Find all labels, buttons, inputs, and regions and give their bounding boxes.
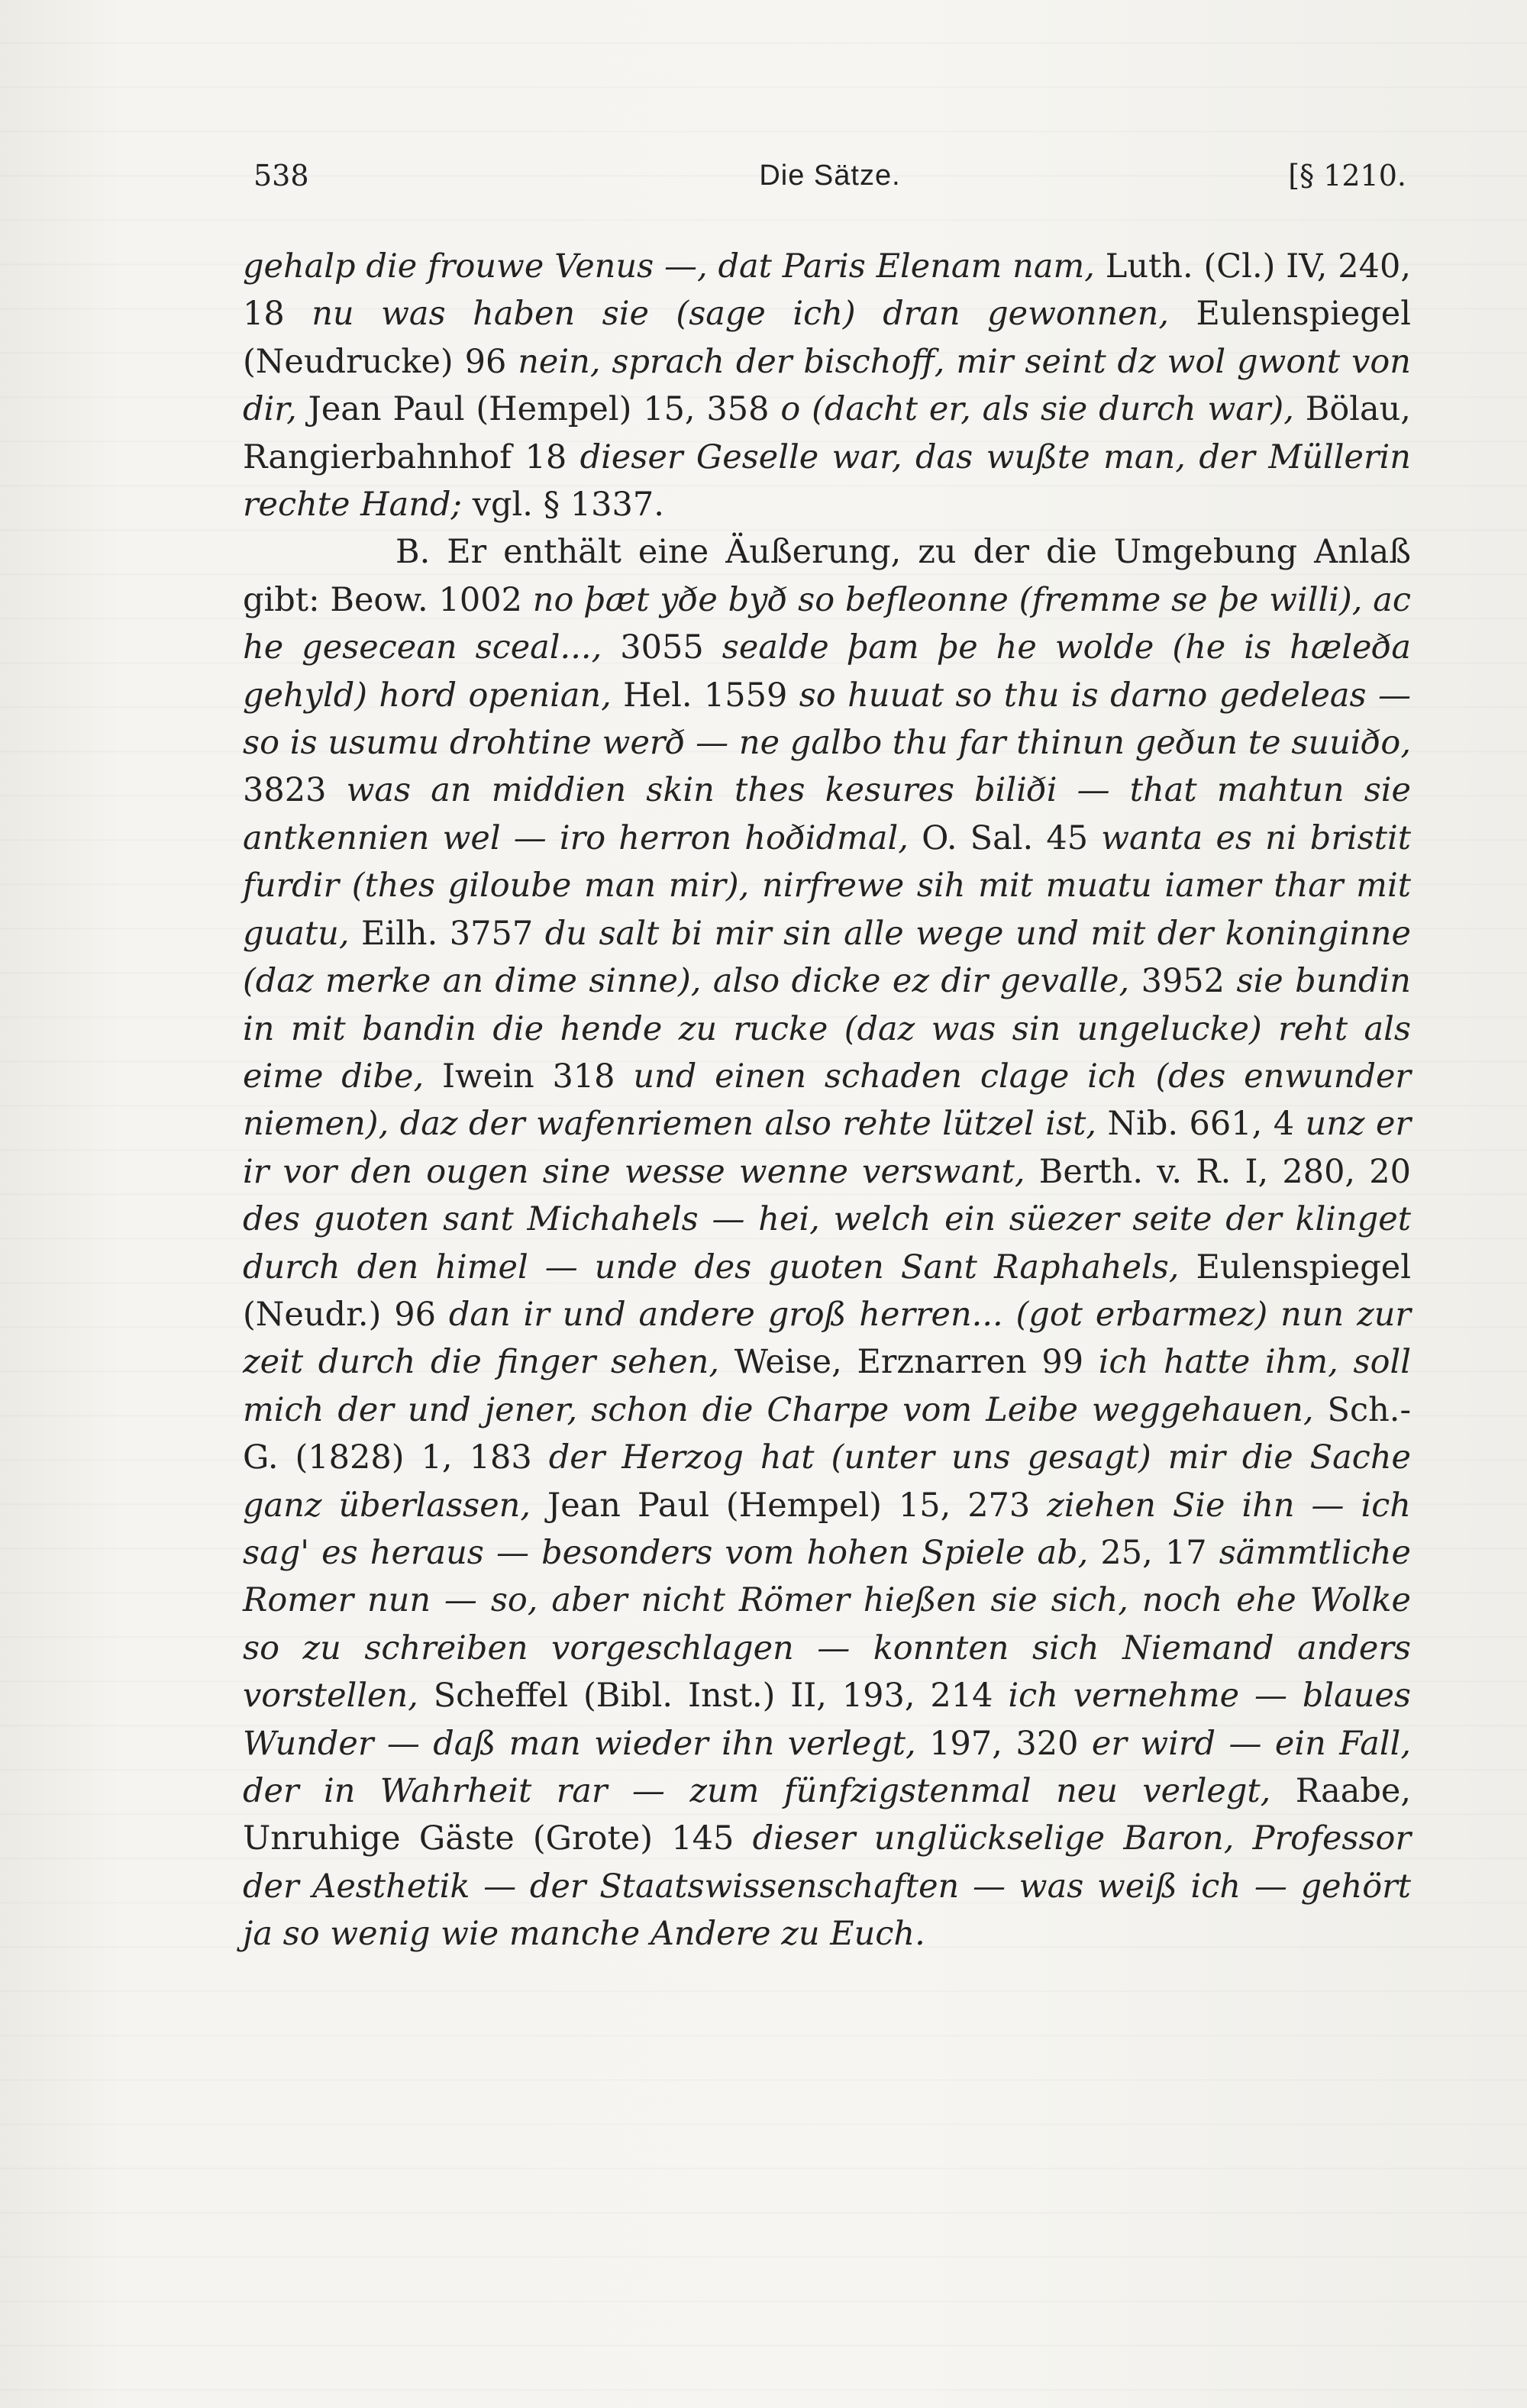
citation-text: Eilh. 3757 bbox=[349, 914, 545, 953]
quotation-text: du salt bi mir sin alle wege und mit der koninginne (daz merke an dime sinne), also dicke ez dir gevalle, bbox=[243, 914, 1411, 1001]
quotation-text: no þæt yðe byð so befleonne (fremme se þe willi), ac he gesecean sceal..., bbox=[243, 580, 1411, 667]
citation-text: Jean Paul (Hempel) 15, 273 bbox=[531, 1486, 1048, 1525]
citation-text: Berth. v. R. I, 280, 20 bbox=[1025, 1152, 1411, 1191]
citation-text: B. Er enthält eine Äußerung, zu der die Umgebung Anlaß gibt: Beow. 1002 bbox=[243, 533, 1411, 619]
quotation-text: wanta es ni bristit furdir (thes giloube man mir), nirfrewe sih mit muatu iamer thar mit guatu, bbox=[243, 818, 1412, 953]
citation-text: 3952 bbox=[1129, 962, 1237, 1001]
citation-text: Sch.-G. (1828) 1, 183 bbox=[243, 1390, 1411, 1477]
citation-text: 3823 bbox=[243, 771, 347, 810]
quotation-text: des guoten sant Michahels — hei, welch ein süezer seite der klinget durch den himel — unde des guoten Sant Raphahels, bbox=[243, 1200, 1411, 1286]
citation-text: Hel. 1559 bbox=[611, 676, 799, 715]
citation-text: Raabe, Unruhige Gäste (Grote) 145 bbox=[243, 1772, 1411, 1858]
quotation-text: sealde þam þe he wolde (he is hæleða gehyld) hord openian, bbox=[243, 628, 1411, 715]
quotation-text: sämmtliche Romer nun — so, aber nicht Römer hießen sie sich, noch ehe Wolke so zu schreiben vorgeschlagen — konnten sich Niemand anders vorstellen, bbox=[243, 1533, 1411, 1716]
quotation-text: unz er ir vor den ougen sine wesse wenne verswant, bbox=[243, 1105, 1411, 1191]
citation-text: 3055 bbox=[602, 628, 722, 667]
citation-text: Weise, Erznarren 99 bbox=[719, 1343, 1099, 1382]
citation-text: Bölau, Rangierbahnhof 18 bbox=[243, 390, 1411, 476]
quotation-text: ich hatte ihm, soll mich der und jener, schon die Charpe vom Leibe weggehauen, bbox=[243, 1343, 1411, 1429]
quotation-text: dieser Geselle war, das wußte man, der Müllerin rechte Hand; bbox=[243, 437, 1411, 525]
paragraph bbox=[243, 243, 1411, 528]
quotation-text: sie bundin in mit bandin die hende zu rucke (daz was sin ungelucke) reht als eime dibe, bbox=[243, 962, 1412, 1096]
quotation-text: der Herzog hat (unter uns gesagt) mir die Sache ganz überlassen, bbox=[243, 1438, 1411, 1525]
quotation-text: o (dacht er, als sie durch war), bbox=[780, 390, 1294, 429]
quotation-text: so huuat so thu is darno gedeleas — so is usumu drohtine werð — ne galbo thu far thinun geðun te suuiðo, bbox=[243, 676, 1411, 763]
quotation-text: und einen schaden clage ich (des enwunder niemen), daz der wafenriemen also rehte lützel ist, bbox=[243, 1057, 1411, 1144]
citation-text: Scheffel (Bibl. Inst.) II, 193, 214 bbox=[418, 1677, 1009, 1716]
quotation-text: dan ir und andere groß herren... (got erbarmez) nun zur zeit durch die finger sehen, bbox=[243, 1295, 1411, 1382]
quotation-text: nu was haben sie (sage ich) dran gewonnen, bbox=[312, 295, 1169, 334]
body-text bbox=[243, 243, 1411, 1958]
citation-text: 197, 320 bbox=[915, 1724, 1092, 1763]
citation-text: Jean Paul (Hempel) 15, 358 bbox=[296, 390, 781, 429]
citation-text: Luth. (Cl.) IV, 240, 18 bbox=[243, 247, 1411, 334]
citation-text: Eulenspiegel (Neudr.) 96 bbox=[243, 1248, 1412, 1334]
citation-text: Iwein 318 bbox=[424, 1057, 634, 1096]
paragraph bbox=[243, 528, 1411, 1958]
quotation-text: er wird — ein Fall, der in Wahrheit rar — zum fünfzigstenmal neu verlegt, bbox=[243, 1724, 1412, 1810]
quotation-text: nein, sprach der bischoff, mir seint dz wol gwont von dir, bbox=[243, 342, 1411, 429]
running-title: Die Sätze. bbox=[759, 160, 901, 192]
citation-text: vgl. § 1337. bbox=[462, 486, 664, 525]
quotation-text: dieser unglückselige Baron, Professor der Aesthetik — der Staatswissenschaften — was weiß ich — gehört ja so wenig wie manche Andere zu Euch. bbox=[243, 1819, 1412, 1954]
page-number: 538 bbox=[253, 159, 309, 192]
quotation-text: ziehen Sie ihn — ich sag' es heraus — besonders vom hohen Spiele ab, bbox=[243, 1486, 1411, 1572]
page-header bbox=[253, 157, 1406, 195]
section-marker: [§ 1210. bbox=[1288, 159, 1406, 192]
quotation-text: was an middien skin thes kesures biliði — that mahtun sie antkennien wel — iro herron hoðidmal, bbox=[243, 771, 1411, 857]
citation-text: O. Sal. 45 bbox=[908, 818, 1102, 857]
citation-text: Eulenspiegel (Neudrucke) 96 bbox=[243, 295, 1412, 381]
citation-text: 25, 17 bbox=[1088, 1533, 1219, 1572]
quotation-text: ich vernehme — blaues Wunder — daß man wieder ihn verlegt, bbox=[243, 1677, 1411, 1763]
quotation-text: gehalp die frouwe Venus —, dat Paris Elenam nam, bbox=[243, 247, 1095, 286]
citation-text: Nib. 661, 4 bbox=[1096, 1105, 1306, 1144]
